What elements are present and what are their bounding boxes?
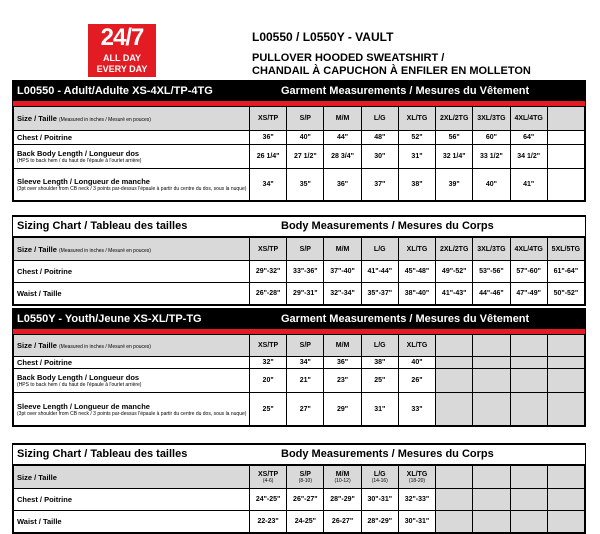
value-cell: 29"-32": [250, 261, 287, 283]
adult-body-table: [13, 237, 585, 305]
value-cell: 44": [324, 131, 361, 145]
empty-cell: [436, 335, 473, 357]
size-cell: XS/TP: [250, 335, 287, 357]
section-title: Sizing Chart / Tableau des tailles: [17, 220, 188, 232]
empty-cell: [547, 335, 584, 357]
youth-body-table: [13, 465, 585, 533]
value-cell: 28 3/4": [324, 145, 361, 169]
value-cell: 25": [361, 369, 398, 393]
table-row: [14, 489, 585, 511]
row-label: Chest / Poitrine: [14, 131, 250, 145]
adult-garment-table: [13, 106, 585, 201]
adult-garment-header: [13, 82, 585, 101]
value-cell: 39": [436, 169, 473, 201]
value-cell: 38": [398, 169, 435, 201]
empty-cell: [510, 369, 547, 393]
brand-logo: [88, 24, 156, 76]
product-subtitle-2: CHANDAIL À CAPUCHON À ENFILER EN MOLLETON: [252, 65, 531, 77]
empty-cell: [547, 357, 584, 369]
row-label: Back Body Length / Longueur dos (HPS to back hem / du haut de l'épaule à l'ourlet arrière): [14, 369, 250, 393]
size-cell: M/M: [324, 238, 361, 261]
size-cell: XL/TG (18-20): [398, 466, 435, 489]
value-cell: 48": [361, 131, 398, 145]
size-row: [14, 238, 585, 261]
empty-cell: [436, 369, 473, 393]
youth-body-header: [13, 445, 585, 465]
section-subtitle: Garment Measurements / Mesures du Vêtement: [281, 85, 530, 97]
size-label-cell: Size / Taille: [14, 466, 250, 489]
adult-body-header: [13, 217, 585, 237]
value-cell: 41"-44": [361, 261, 398, 283]
empty-cell: [510, 511, 547, 533]
value-cell: 20": [250, 369, 287, 393]
value-cell: 45"-48": [398, 261, 435, 283]
value-cell: 26"-27": [287, 489, 324, 511]
size-row: [14, 335, 585, 357]
section-title: L0550Y - Youth/Jeune XS-XL/TP-TG: [17, 313, 202, 325]
size-cell: XS/TP (4-6): [250, 466, 287, 489]
empty-cell: [547, 466, 584, 489]
size-cell: 4XL/4TG: [510, 238, 547, 261]
value-cell: 23": [324, 369, 361, 393]
youth-garment-header: [13, 310, 585, 329]
empty-cell: [510, 393, 547, 426]
empty-cell: [473, 511, 510, 533]
value-cell: 34 1/2": [510, 145, 547, 169]
logo-line-1: ALL DAY: [102, 53, 141, 63]
value-cell: 34": [287, 357, 324, 369]
size-cell: S/P (8-10): [287, 466, 324, 489]
value-cell: 28"-29": [324, 489, 361, 511]
value-cell: [547, 131, 584, 145]
row-label: Chest / Poitrine: [14, 261, 250, 283]
value-cell: 53"-56": [473, 261, 510, 283]
size-cell: M/M: [324, 107, 361, 131]
value-cell: 64": [510, 131, 547, 145]
empty-cell: [473, 335, 510, 357]
value-cell: 22-23": [250, 511, 287, 533]
value-cell: 35"-37": [361, 283, 398, 305]
size-row: [14, 466, 585, 489]
value-cell: 32": [250, 357, 287, 369]
size-cell: M/M (10-12): [324, 466, 361, 489]
value-cell: 40": [473, 169, 510, 201]
value-cell: 32"-33": [398, 489, 435, 511]
value-cell: 36": [250, 131, 287, 145]
value-cell: 37"-40": [324, 261, 361, 283]
value-cell: 32 1/4": [436, 145, 473, 169]
size-cell: L/G: [361, 335, 398, 357]
value-cell: 27": [287, 393, 324, 426]
value-cell: 41"-43": [436, 283, 473, 305]
table-row: [14, 357, 585, 369]
value-cell: 29"-31": [287, 283, 324, 305]
empty-cell: [510, 357, 547, 369]
row-label: Chest / Poitrine: [14, 357, 250, 369]
table-row: [14, 369, 585, 393]
value-cell: 30"-31": [361, 489, 398, 511]
size-cell: 5XL/5TG: [547, 238, 584, 261]
empty-cell: [436, 489, 473, 511]
table-row: [14, 283, 585, 305]
value-cell: 26"-28": [250, 283, 287, 305]
value-cell: 60": [473, 131, 510, 145]
value-cell: 32"-34": [324, 283, 361, 305]
table-row: [14, 511, 585, 533]
value-cell: 26 1/4": [250, 145, 287, 169]
size-cell: 3XL/3TG: [473, 238, 510, 261]
empty-cell: [473, 393, 510, 426]
value-cell: 31": [398, 145, 435, 169]
value-cell: 52": [398, 131, 435, 145]
size-cell: L/G: [361, 107, 398, 131]
size-label-cell: Size / Taille (Measured in inches / Mesuré en pouces): [14, 238, 250, 261]
value-cell: 21": [287, 369, 324, 393]
section-title: L00550 - Adult/Adulte XS-4XL/TP-4TG: [17, 85, 213, 97]
row-label: Sleeve Length / Longueur de manche (3pt over shoulder from CB neck / 3 points par-dessus l'épaule à partir du centre du dos, sous la nuque): [14, 393, 250, 426]
value-cell: 24"-25": [250, 489, 287, 511]
empty-cell: [547, 369, 584, 393]
value-cell: 36": [324, 169, 361, 201]
value-cell: 36": [324, 357, 361, 369]
empty-cell: [547, 511, 584, 533]
empty-cell: [473, 369, 510, 393]
value-cell: 38"-40": [398, 283, 435, 305]
row-label: Back Body Length / Longueur dos (HPS to back hem / du haut de l'épaule à l'ourlet arrière): [14, 145, 250, 169]
youth-body-section: [12, 443, 586, 534]
value-cell: 29": [324, 393, 361, 426]
size-row: [14, 107, 585, 131]
empty-cell: [436, 466, 473, 489]
size-cell: 2XL/2TG: [436, 238, 473, 261]
value-cell: 37": [361, 169, 398, 201]
empty-cell: [473, 466, 510, 489]
size-cell: [547, 107, 584, 131]
size-cell: S/P: [287, 238, 324, 261]
section-subtitle: Body Measurements / Mesures du Corps: [281, 448, 494, 460]
row-label: Chest / Poitrine: [14, 489, 250, 511]
size-cell: 4XL/4TG: [510, 107, 547, 131]
empty-cell: [436, 511, 473, 533]
section-subtitle: Garment Measurements / Mesures du Vêtement: [281, 313, 530, 325]
value-cell: 40": [398, 357, 435, 369]
value-cell: [547, 145, 584, 169]
size-cell: XL/TG: [398, 335, 435, 357]
size-cell: 2XL/2TG: [436, 107, 473, 131]
value-cell: 44"-46": [473, 283, 510, 305]
value-cell: 24-25": [287, 511, 324, 533]
value-cell: 50"-52": [547, 283, 584, 305]
empty-cell: [510, 466, 547, 489]
value-cell: 31": [361, 393, 398, 426]
value-cell: 25": [250, 393, 287, 426]
value-cell: 33"-36": [287, 261, 324, 283]
value-cell: 34": [250, 169, 287, 201]
empty-cell: [547, 393, 584, 426]
value-cell: 61"-64": [547, 261, 584, 283]
table-row: [14, 131, 585, 145]
value-cell: 26": [398, 369, 435, 393]
size-cell: XL/TG: [398, 238, 435, 261]
empty-cell: [473, 489, 510, 511]
section-title: Sizing Chart / Tableau des tailles: [17, 448, 188, 460]
size-cell: XL/TG: [398, 107, 435, 131]
youth-garment-section: [12, 308, 586, 427]
row-label: Waist / Taille: [14, 283, 250, 305]
empty-cell: [510, 489, 547, 511]
row-label: Waist / Taille: [14, 511, 250, 533]
product-title: L00550 / L0550Y - VAULT: [252, 30, 394, 44]
size-cell: S/P: [287, 335, 324, 357]
value-cell: 26-27": [324, 511, 361, 533]
product-subtitle-1: PULLOVER HOODED SWEATSHIRT /: [252, 52, 445, 64]
value-cell: 33 1/2": [473, 145, 510, 169]
empty-cell: [510, 335, 547, 357]
logo-tagline: [88, 52, 156, 77]
value-cell: 38": [361, 357, 398, 369]
value-cell: [547, 169, 584, 201]
youth-garment-table: [13, 334, 585, 426]
size-cell: L/G (14-16): [361, 466, 398, 489]
value-cell: 47"-49": [510, 283, 547, 305]
table-row: [14, 145, 585, 169]
value-cell: 35": [287, 169, 324, 201]
empty-cell: [473, 357, 510, 369]
logo-line-2: EVERY DAY: [96, 64, 148, 74]
adult-body-section: [12, 215, 586, 306]
logo-247: 24/7: [88, 24, 156, 52]
size-cell: L/G: [361, 238, 398, 261]
size-cell: 3XL/3TG: [473, 107, 510, 131]
size-label-cell: Size / Taille (Measured in inches / Mesuré en pouces): [14, 335, 250, 357]
value-cell: 49"-52": [436, 261, 473, 283]
size-cell: M/M: [324, 335, 361, 357]
row-label: Sleeve Length / Longueur de manche (3pt over shoulder from CB neck / 3 points par-dessus l'épaule à partir du centre du dos, sous la nuque): [14, 169, 250, 201]
size-cell: S/P: [287, 107, 324, 131]
value-cell: 41": [510, 169, 547, 201]
size-cell: XS/TP: [250, 238, 287, 261]
value-cell: 33": [398, 393, 435, 426]
value-cell: 27 1/2": [287, 145, 324, 169]
section-subtitle: Body Measurements / Mesures du Corps: [281, 220, 494, 232]
empty-cell: [547, 489, 584, 511]
empty-cell: [436, 357, 473, 369]
table-row: [14, 169, 585, 201]
size-cell: XS/TP: [250, 107, 287, 131]
value-cell: 56": [436, 131, 473, 145]
value-cell: 57"-60": [510, 261, 547, 283]
empty-cell: [436, 393, 473, 426]
value-cell: 40": [287, 131, 324, 145]
table-row: [14, 393, 585, 426]
size-label-cell: Size / Taille (Measured in inches / Mesuré en pouces): [14, 107, 250, 131]
value-cell: 30": [361, 145, 398, 169]
adult-garment-section: [12, 80, 586, 202]
value-cell: 30"-31": [398, 511, 435, 533]
table-row: [14, 261, 585, 283]
value-cell: 28"-29": [361, 511, 398, 533]
